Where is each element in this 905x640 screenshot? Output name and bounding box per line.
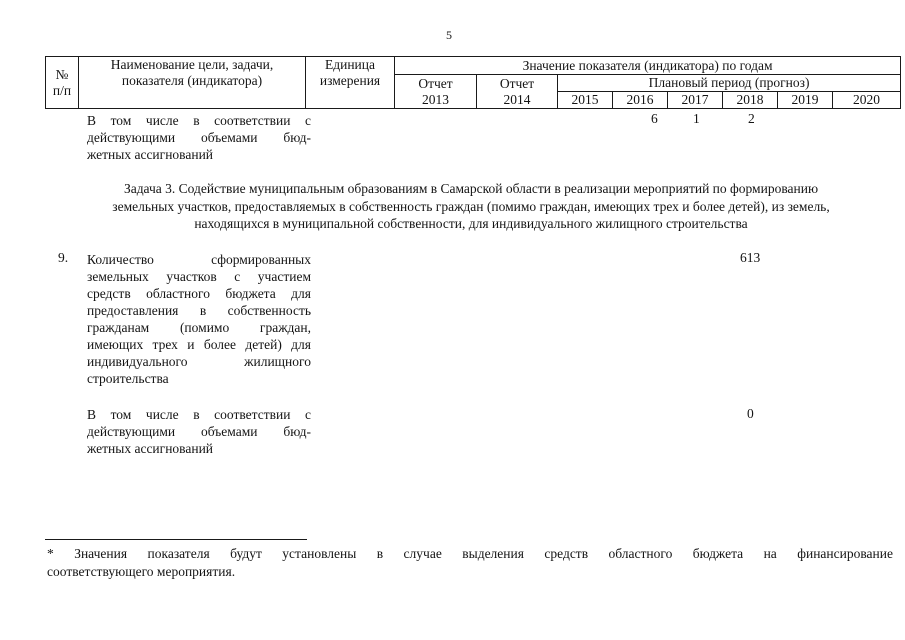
row-9-sub-name: В том числе в соответствии с действующими объемами бюд- жетных ассигнований <box>87 407 311 456</box>
footnote-rule <box>45 539 307 540</box>
footnote: * Значения показателя будут установлены в случае выделения средств областного бюджета на финансирование соответствующего мероприятия. <box>47 546 893 579</box>
header-plan-title: Плановый период (прогноз) <box>558 75 901 92</box>
indicator-table-header <box>45 56 901 109</box>
header-year-2018: 2018 <box>723 92 778 109</box>
header-report-2014: Отчет 2014 <box>477 75 558 109</box>
header-num: № п/п <box>46 57 79 109</box>
row-a-value-2016: 6 <box>651 111 658 126</box>
header-year-2019: 2019 <box>778 92 833 109</box>
page-number: 5 <box>446 28 452 42</box>
header-year-2017: 2017 <box>668 92 723 109</box>
header-year-2020: 2020 <box>833 92 901 109</box>
header-year-2016: 2016 <box>613 92 668 109</box>
header-unit: Единица измерения <box>306 57 395 109</box>
row-9-value-2018: 613 <box>740 250 761 265</box>
header-report-2013: Отчет 2013 <box>395 75 477 109</box>
row-a-name: В том числе в соответствии с действующими объемами бюд- жетных ассигнований <box>87 113 311 162</box>
row-9-name: Количество сформированных земельных участков с участием средств областного бюджета для предоставления в собственность гражданам (помимо граждан, имеющих трех и более детей) для индивидуального жилищного строительства <box>87 252 311 386</box>
header-values-title: Значение показателя (индикатора) по годам <box>395 57 901 75</box>
task-3-heading: Задача 3. Содействие муниципальным образованиям в Самарской области в реализации мероприятий по формированию земельных участков, предоставляемых в собственность граждан (помимо граждан, имеющих трех и более детей), из земель, находящихся в муниципальной собственности, для индивидуального жилищного строительства <box>112 181 830 231</box>
row-a-value-2018: 2 <box>748 111 755 126</box>
row-9-number: 9. <box>58 250 69 265</box>
row-a-value-2017: 1 <box>693 111 700 126</box>
row-9-sub-value-2018: 0 <box>747 406 754 421</box>
header-name: Наименование цели, задачи, показателя (индикатора) <box>79 57 306 109</box>
header-year-2015: 2015 <box>558 92 613 109</box>
